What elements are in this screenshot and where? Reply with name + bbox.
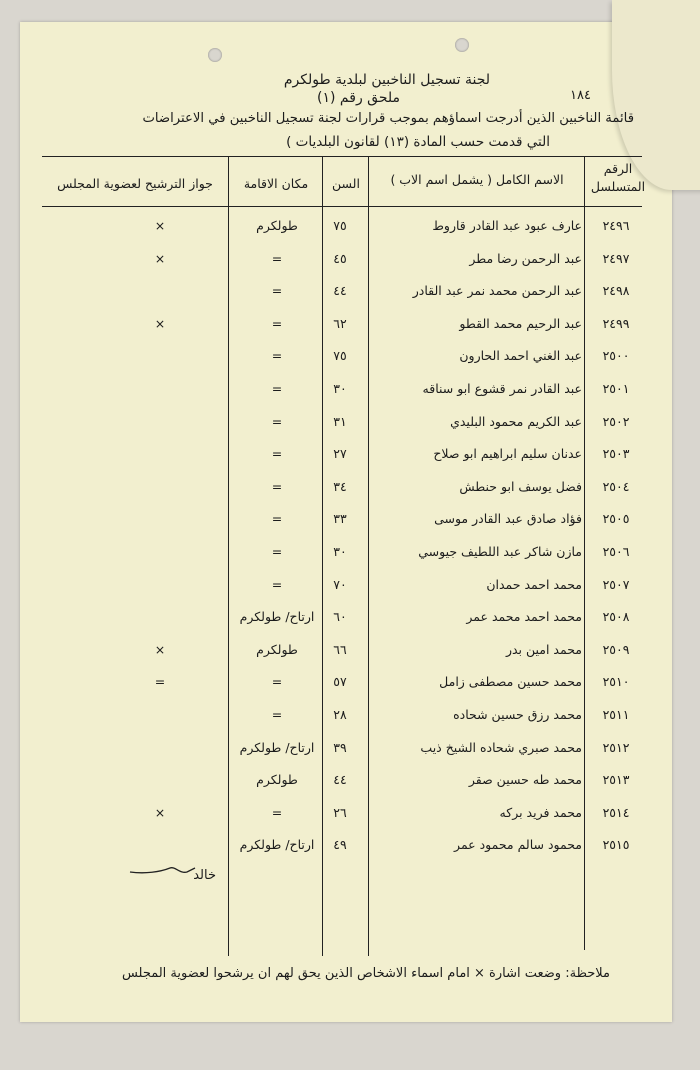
row-serial: ٢٥١٠ — [602, 674, 630, 690]
column-header-eligibility: جواز الترشيح لعضوية المجلس — [57, 176, 213, 191]
row-residence: = — [271, 544, 283, 559]
committee-title: لجنة تسجيل الناخبين لبلدية طولكرم — [283, 72, 490, 88]
row-age: ٧٥ — [333, 218, 347, 233]
row-serial: ٢٥١٤ — [602, 804, 630, 820]
row-age: ٦٢ — [333, 315, 347, 331]
row-serial: ٢٥٠٩ — [602, 641, 630, 657]
row-age: ٣٣ — [333, 511, 347, 527]
row-eligibility: × — [154, 250, 166, 266]
row-residence: = — [271, 576, 283, 592]
row-name: عبد الرحمن محمد نمر عبد القادر — [412, 283, 582, 299]
row-age: ٧٠ — [333, 576, 347, 592]
row-eligibility: × — [154, 315, 166, 331]
column-divider-name — [368, 156, 369, 956]
row-name: عبد الكريم محمود البليدي — [450, 413, 582, 429]
page-number: ١٨٤ — [570, 88, 591, 103]
row-name: محمود سالم محمود عمر — [454, 837, 582, 853]
row-serial: ٢٥١٢ — [602, 739, 630, 755]
row-name: محمد احمد حمدان — [486, 576, 582, 592]
row-name: محمد حسين مصطفى زامل — [439, 674, 582, 690]
row-name: مازن شاكر عبد اللطيف جيوسي — [418, 544, 582, 559]
row-age: ٤٤ — [333, 772, 347, 788]
footnote: ملاحظة: وضعت اشارة × امام اسماء الاشخاص الذين يحق لهم ان يرشحوا لعضوية المجلس — [121, 966, 610, 981]
row-residence: = — [271, 381, 283, 396]
row-eligibility: × — [154, 641, 166, 657]
row-residence: = — [271, 348, 283, 364]
row-age: ٦٦ — [333, 641, 347, 657]
row-residence: طولكرم — [256, 218, 298, 233]
row-residence: = — [271, 707, 283, 722]
row-eligibility: × — [154, 218, 166, 233]
row-name: عدنان سليم ابراهيم ابو صلاح — [433, 446, 582, 462]
table-header-rule — [42, 206, 642, 207]
row-age: ٣٤ — [333, 478, 347, 494]
row-age: ٢٧ — [333, 446, 347, 462]
row-age: ٤٩ — [333, 837, 347, 853]
row-name: عبد الرحيم محمد القطو — [459, 315, 582, 331]
row-age: ٣٩ — [333, 739, 347, 755]
row-name: فضل يوسف ابو حنطش — [459, 478, 582, 494]
row-serial: ٢٤٩٦ — [602, 218, 630, 233]
row-serial: ٢٥١٥ — [602, 837, 630, 853]
row-residence: = — [271, 674, 283, 690]
row-name: فؤاد صادق عبد القادر موسى — [434, 511, 582, 527]
column-header-serial: الرقم المتسلسل — [590, 161, 646, 194]
row-name: محمد طه حسين صقر — [468, 772, 582, 788]
row-eligibility: = — [154, 674, 166, 690]
list-title-line2: التي قدمت حسب المادة (١٣) لقانون البلديات ) — [286, 134, 550, 150]
row-residence: = — [271, 804, 283, 820]
row-name: عبد القادر نمر قشوع ابو سناقه — [422, 381, 582, 396]
row-residence: ارتاح/ طولكرم — [239, 609, 315, 625]
row-age: ٧٥ — [333, 348, 347, 364]
row-serial: ٢٥٠٢ — [602, 413, 630, 429]
row-age: ٦٠ — [333, 609, 347, 625]
row-serial: ٢٤٩٨ — [602, 283, 630, 299]
punch-hole-right — [455, 38, 469, 52]
list-title-line1: قائمة الناخبين الذين أدرجت اسماؤهم بموجب قرارات لجنة تسجيل الناخبين في الاعتراضات — [142, 111, 634, 126]
table-top-rule — [42, 156, 642, 157]
row-serial: ٢٥٠١ — [602, 381, 630, 396]
row-serial: ٢٥٠٦ — [602, 544, 630, 559]
row-name: محمد فريد بركه — [499, 804, 582, 820]
row-name: عبد الغني احمد الحارون — [459, 348, 582, 364]
row-age: ٤٤ — [333, 283, 347, 299]
row-serial: ٢٥٠٨ — [602, 609, 630, 625]
row-residence: = — [271, 315, 283, 331]
row-age: ٢٦ — [333, 804, 347, 820]
row-residence: = — [271, 283, 283, 299]
row-residence: = — [271, 250, 283, 266]
row-residence: = — [271, 413, 283, 429]
row-age: ٣٠ — [333, 544, 347, 559]
row-residence: ارتاح/ طولكرم — [239, 739, 315, 755]
row-serial: ٢٥٠٤ — [602, 478, 630, 494]
row-serial: ٢٥٠٣ — [602, 446, 630, 462]
row-residence: طولكرم — [256, 641, 298, 657]
row-serial: ٢٤٩٩ — [602, 315, 630, 331]
annex-label: ملحق رقم (١) — [317, 90, 400, 106]
row-serial: ٢٥٠٥ — [602, 511, 630, 527]
row-name: محمد رزق حسين شحاده — [453, 707, 582, 722]
row-age: ٥٧ — [333, 674, 347, 690]
row-serial: ٢٤٩٧ — [602, 250, 630, 266]
column-header-residence: مكان الاقامة — [243, 176, 309, 191]
row-age: ٣١ — [333, 413, 347, 429]
signature-text: خالد — [193, 868, 216, 883]
row-residence: = — [271, 446, 283, 462]
column-header-age: السن — [332, 176, 360, 191]
row-serial: ٢٥١٣ — [602, 772, 630, 788]
row-name: عبد الرحمن رضا مطر — [469, 250, 582, 266]
row-name: محمد صبري شحاده الشيخ ذيب — [420, 739, 582, 755]
row-name: محمد امين بدر — [505, 641, 582, 657]
row-name: محمد احمد محمد عمر — [466, 609, 582, 625]
row-residence: = — [271, 511, 283, 527]
row-age: ٣٠ — [333, 381, 347, 396]
punch-hole-left — [208, 48, 222, 62]
row-name: عارف عبود عبد القادر قاروط — [432, 218, 582, 233]
row-residence: طولكرم — [256, 772, 298, 788]
column-divider-serial — [584, 156, 585, 950]
row-residence: = — [271, 478, 283, 494]
row-age: ٤٥ — [333, 250, 347, 266]
row-residence: ارتاح/ طولكرم — [239, 837, 315, 853]
row-eligibility: × — [154, 804, 166, 820]
row-serial: ٢٥١١ — [602, 707, 630, 722]
row-serial: ٢٥٠٠ — [602, 348, 630, 364]
row-age: ٢٨ — [333, 707, 347, 722]
row-serial: ٢٥٠٧ — [602, 576, 630, 592]
column-header-name: الاسم الكامل ( يشمل اسم الاب ) — [390, 172, 564, 187]
